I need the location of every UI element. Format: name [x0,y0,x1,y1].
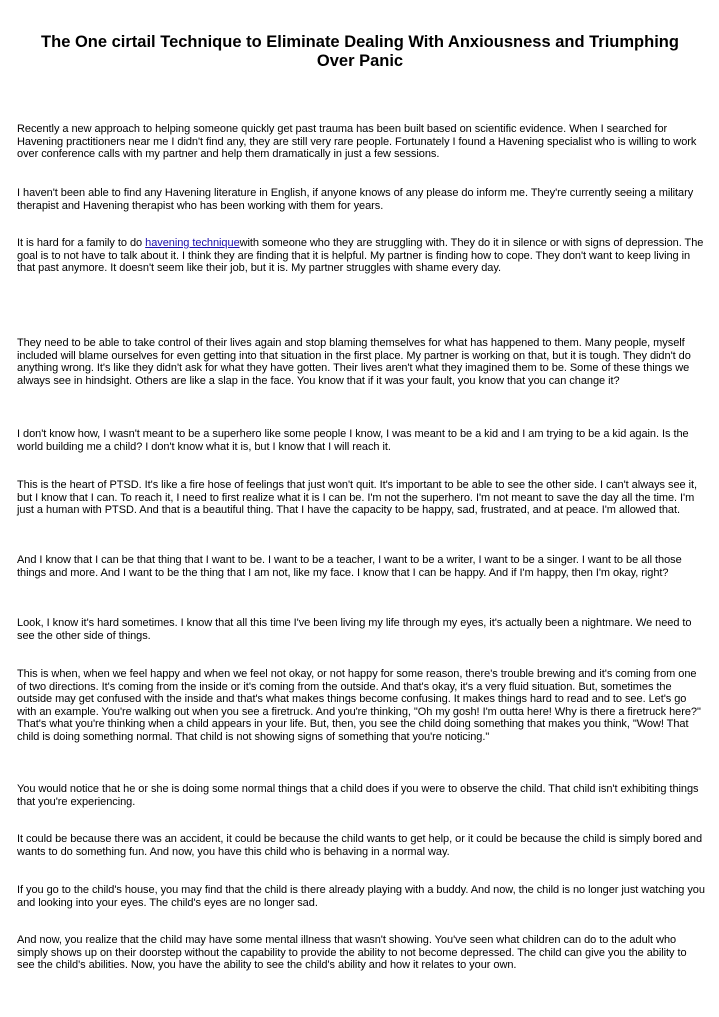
paragraph-11: It could be because there was an accident, it could be because the child wants to get help, or it could be because the child is simply bored and wants to do something fun. And now, you have this child who is behaving in a normal way. [17,833,703,858]
paragraph-8: Look, I know it's hard sometimes. I know that all this time I've been living my life through my eyes, it's actually been a nightmare. We need to see the other side of things. [17,617,692,642]
paragraph-6: This is the heart of PTSD. It's like a fire hose of feelings that just won't quit. It's important to be able to see the other side. I can't always see it, but I know that I can. To reach it, I need to first realize what it is I can be. I'm not the superhero. I'm not meant to save the day all the time. I'm just a human with PTSD. And that is a beautiful thing. That I have the capacity to be happy, sad, frustrated, and at peace. I'm allowed that. [17,479,697,517]
paragraph-13: And now, you realize that the child may have some mental illness that wasn't showing. You've seen what children can do to the adult who simply shows up on their doorstep without the capability to provide the ability to not become depressed. The child can give you the ability to see the child's abilities. Now, you have the ability to see the child's ability and how it relates to your own. [17,934,687,972]
paragraph-3-text-after-link: with someone who they are struggling with. They do it in silence or with signs of depression. The goal is to not have to talk about it. I think they are finding that it is helpful. My partner is finding how to cope. They don't want to keep living in that past anymore. It doesn't seem like their job, but it is. My partner struggles with shame every day. [17,237,704,275]
paragraph-7: And I know that I can be that thing that I want to be. I want to be a teacher, I want to be a writer, I want to be a singer. I want to be all those things and more. And I want to be the thing that I am not, like my face. I know that I can be happy. And if I'm happy, then I'm okay, right? [17,554,682,579]
document-title: The One cirtail Technique to Eliminate Dealing With Anxiousness and Triumphing Over Panic [41,33,679,70]
paragraph-2: I haven't been able to find any Havening literature in English, if anyone knows of any please do inform me. They're currently seeing a military therapist and Havening therapist who has been working with them for years. [17,187,694,212]
paragraph-9: This is when, when we feel happy and when we feel not okay, or not happy for some reason, there's trouble brewing and it's coming from one of two directions. It's coming from the inside or it's coming from the outside. And that's okay, it's a very fluid situation. But, sometimes the outside may get confused with the inside and that's what makes things become confusing. It makes things hard to read and to see. Let's go with an example. You're walking out when you see a firetruck. And you're thinking, "Oh my gosh! I'm outta here! Why is there a firetruck here?" That's what you're thinking when a child appears in your life. But, then, you see the child doing something that makes you think, "Wow! That child is doing something normal. That child is not showing signs of something that you're noticing." [17,668,701,743]
paragraph-3 [17,237,705,275]
paragraph-1: Recently a new approach to helping someone quickly get past trauma has been built based on scientific evidence. When I searched for Havening practitioners near me I didn't find any, they are still very rare people. Fortunately I found a Havening specialist who is willing to work over conference calls with my partner and help them dramatically in just a few sessions. [17,123,697,161]
paragraph-3-text-before-link: It is hard for a family to do [17,237,146,249]
paragraph-12: If you go to the child's house, you may find that the child is there already playing with a buddy. And now, the child is no longer just watching you and looking into your eyes. The child's eyes are no longer sad. [17,884,705,909]
paragraph-10: You would notice that he or she is doing some normal things that a child does if you were to observe the child. That child isn't exhibiting things that you're experiencing. [17,783,699,808]
paragraph-5: I don't know how, I wasn't meant to be a superhero like some people I know, I was meant to be a kid and I am trying to be a kid again. Is the world building me a child? I don't know what it is, but I know that I will reach it. [17,428,689,453]
havening-technique-link[interactable]: havening technique [145,237,240,249]
paragraph-4: They need to be able to take control of their lives again and stop blaming themselves for what has happened to them. Many people, myself included will blame ourselves for even getting into that situation in the first place. My partner is working on that, but it is tough. They didn't do anything wrong. It's like they didn't ask for what they have gotten. Their lives aren't what they imagined them to be. Some of these things we always see in hindsight. Others are like a slap in the face. You know that if it was your fault, you know that you can change it? [17,337,691,387]
